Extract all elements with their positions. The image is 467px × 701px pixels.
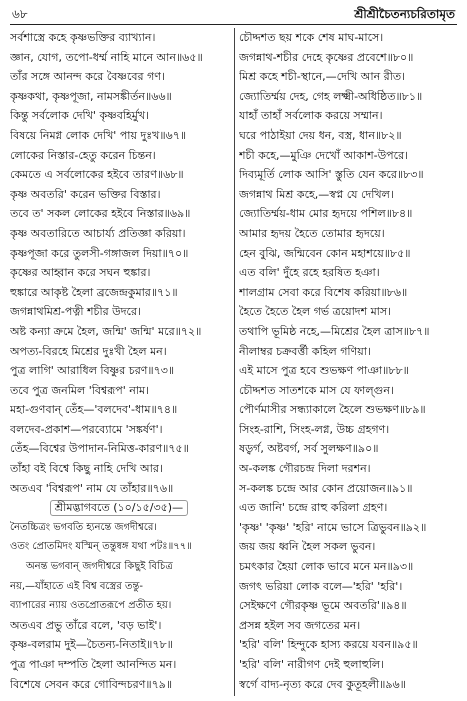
verse-line: হুঙ্কারে আকৃষ্ট হৈলা ব্রজেন্দ্রকুমার॥৭১॥ [10,285,178,299]
verse-line: নৈতচ্চিত্রং ভগবতি হ্যনন্তে জগদীশ্বরে। [10,521,157,533]
verse-line: অতএব প্রভু তাঁরে বলে, 'বড় ভাই'। [10,618,162,632]
verse-line: শালগ্রাম সেবা করে বিশেষ করিয়া॥৮৬॥ [239,285,408,299]
verse-line: পৌর্ণমাসীর সন্ধ্যাকালে হৈলে শুভক্ষণ॥৮৯॥ [239,403,426,417]
verse-line: লোকের নিস্তার-হেতু করেন চিন্তন। [10,148,156,162]
verse-line: কৃষ্ণ-বলরাম দুই—চৈতন্য-নিতাই॥৭৮॥ [10,638,173,652]
verse-line: চৌদ্দশত ছয় শকে শেষ মাঘ-মাসে। [239,31,384,44]
verse-line: এই মাসে পুত্র হবে শুভক্ষণ পাঞা॥৮৮॥ [239,364,409,378]
verse-line: তাঁর সঙ্গে আনন্দ করে বৈষ্ণবের গণ। [10,70,165,84]
verse-line: অপত্য-বিরহে মিশ্রের দুঃখী হৈল মন। [10,344,167,358]
verse-line: কৃষ্ণ অবতরি' করেন ভক্তির বিস্তার। [10,187,161,201]
verse-line: 'হরি' বলি' নারীগণ দেই হুলাহুলি। [239,658,384,671]
verse-line: অনন্ত ভগবান্ জগদীশ্বরে কিছুই বিচিত্র [26,561,173,573]
verse-line: বিষয়ে নিমগ্ন লোক দেখি' পায় দুঃখ॥৬৭॥ [10,128,187,142]
verse-line: জগন্নাথমিশ্র-পত্নী শচীর উদরে। [10,305,141,319]
verse-line: তবে পুত্র জনমিল 'বিশ্বরূপ' নাম। [10,383,150,397]
verse-line: কৃষ্ণ অবতারিতে আচার্য্য প্রতিজ্ঞা করিয়া। [10,226,186,240]
header-rule [10,24,457,25]
verse-line: 'হরি' বলি' হিন্দুকে হাস্য করয়ে যবন॥৯৫॥ [239,638,418,652]
verse-line: নয়,—যাঁহাতে এই বিশ্ব বস্ত্রের তন্তু- [10,580,143,592]
verse-line: মিশ্র কহে শচী-স্থানে,—দেখি আন রীত। [239,70,406,84]
scripture-reference: শ্রীমদ্ভাগবতে (১০/১৫/৩৫)— [50,500,188,516]
verse-line: পুত্র লাগি' আরাধিল বিষ্ণুর চরণ॥৭৩॥ [10,364,175,378]
verse-line: জগন্নাথ-শচীর দেহে কৃষ্ণের প্রবেশে॥৮০॥ [239,50,414,64]
verse-line: দিব্যমূর্তি লোক আসি' স্তুতি যেন করে॥৮৩॥ [239,168,424,182]
verse-line: ষড্বর্গ, অষ্টবর্গ, সর্ব সুলক্ষণ॥৯০॥ [239,442,379,456]
verse-line: ব্যাপারের ন্যায় ওতপ্রোতরূপে প্রতীত হয়। [10,600,172,612]
verse-line: নীলাম্বর চক্রবর্ত্তী কহিল গণিয়া। [239,344,371,358]
verse-line: জগন্নাথ মিশ্র কহে,—স্বপ্ন যে দেখিল। [239,187,394,201]
verse-line: এত জানি' চন্দ্রে রাহু করিলা গ্রহণ। [239,501,388,515]
verse-line: বলদেব-প্রকাশ—পরব্যোমে 'সঙ্কর্ষণ'। [10,422,163,436]
column-divider [234,28,235,696]
verse-line [10,498,228,518]
verse-line: জ্যোতির্ম্ময় দেহ, গেহ লক্ষ্মী-অধিষ্ঠিত॥৮১॥ [239,89,423,103]
verse-line: তাঁহা বই বিশ্বে কিছু নাহি দেখি আর। [10,462,163,476]
verse-line: চৌদ্দশত সাতশকে মাস যে ফাল্গুন। [239,383,394,397]
page-number: ৬৮ [12,7,28,21]
verse-line: শচী কহে,—মুঞি দেখোঁ আকাশ-উপরে। [239,148,409,162]
verse-line: সর্বশাস্ত্রে কহে কৃষ্ণভক্তির ব্যাখ্যান। [10,31,156,44]
verse-line: তেঁহ—বিশ্বের উপাদান-নিমিত্ত-কারণ॥৭৫॥ [10,442,189,456]
verse-line: পুত্র পাঞা দম্পতি হৈলা আনন্দিত মন। [10,658,177,671]
verse-line: বিশেষে সেবন করে গোবিন্দচরণ॥৭৯॥ [10,677,173,691]
verse-line: অ-কলঙ্ক গৌরচন্দ্র দিলা দরশন। [239,462,371,476]
right-column [239,28,457,696]
verse-line: জ্ঞান, যোগ, তপো-ধর্ম্ম নাহি মানে আন॥৬৫॥ [10,50,203,64]
verse-line: তথাপি ভূমিষ্ঠ নহে,—মিশ্রের হৈল ত্রাস॥৮৭॥ [239,324,430,338]
verse-line: জগৎ ভরিয়া লোক বলে—'হরি' 'হরি'। [239,579,403,593]
verse-line: কৃষ্ণকথা, কৃষ্ণপূজা, নামসঙ্কীর্তন॥৬৬॥ [10,89,172,103]
verse-line: কৃষ্ণের আহ্বান করে সঘন হুঙ্কার। [10,266,151,280]
verse-line: 'কৃষ্ণ' 'কৃষ্ণ' 'হরি' নামে ভাসে ত্রিভুবন॥৯২॥ [239,520,427,534]
text-columns [10,28,457,696]
verse-line: ঘরে পাঠাইয়া দেয় ধন, বস্ত্র, ধান॥৮২॥ [239,128,402,142]
verse-line: হেন বুঝি, জন্মিবেন কোন মহাশয়ে॥৮৫॥ [239,246,411,260]
verse-line: যাহাঁ তাহাঁ সর্বলোক করয়ে সম্মান। [239,109,383,123]
verse-line: মহা-গুণবান্ তেঁহ—'বলদেব'-ধাম॥৭৪॥ [10,403,178,417]
verse-line: হৈতে হৈতে হৈল গর্ভ ত্রয়োদশ মাস। [239,305,392,319]
page-header [12,6,455,24]
verse-line: জ্যোতির্ম্ময়-ধাম মোর হৃদয়ে পশিল॥৮৪॥ [239,207,413,221]
verse-line: অষ্ট কন্যা ক্রমে হৈল, জন্মি' জন্মি' মরে॥৭২॥ [10,324,202,338]
verse-line: প্রসন্ন হইল সব জগতের মন। [239,618,361,632]
verse-line: আমার হৃদয় হৈতে তোমার হৃদয়ে। [239,226,385,240]
running-title: শ্রীশ্রীচৈতন্যচরিতামৃত [354,7,455,21]
verse-line: কিন্তু সর্বলোক দেখি' কৃষ্ণবহির্মুখ। [10,109,150,123]
verse-line: ওতং প্রোতমিদং যস্মিন্ তন্তুষ্বঙ্গ যথা পটঃ॥৭৭॥ [10,541,192,553]
verse-line: স্বর্গে বাদ্য-নৃত্য করে দেব কুতূহলী॥৯৬॥ [239,677,406,691]
verse-line: কৃষ্ণপূজা করে তুলসী-গঙ্গাজল দিয়া॥৭০॥ [10,246,189,260]
verse-line: স-কলঙ্ক চন্দ্রে আর কোন প্রয়োজন॥৯১॥ [239,481,413,495]
verse-line: এত বলি' দুঁহে রহে হরষিত হঞা। [239,266,380,280]
verse-line: সেইক্ষণে গৌরকৃষ্ণ ভূমে অবতরি'॥৯৪॥ [239,599,407,613]
verse-line: চমৎকার হৈয়া লোক ভাবে মনে মন॥৯৩॥ [239,560,414,574]
verse-line: কেমতে এ সর্বলোকের হইবে তারণ॥৬৮॥ [10,168,184,182]
verse-line: তবে ত' সকল লোকের হইবে নিস্তার॥৬৯॥ [10,207,191,221]
verse-line: জয় জয় ধ্বনি হৈল সকল ভুবন। [239,540,376,554]
left-column [10,28,228,696]
verse-line: সিংহ-রাশি, সিংহ-লগ্ন, উচ্চ গ্রহগণ। [239,422,390,436]
verse-line: অতএব 'বিশ্বরূপ' নাম যে তাঁহার॥৭৬॥ [10,481,174,495]
